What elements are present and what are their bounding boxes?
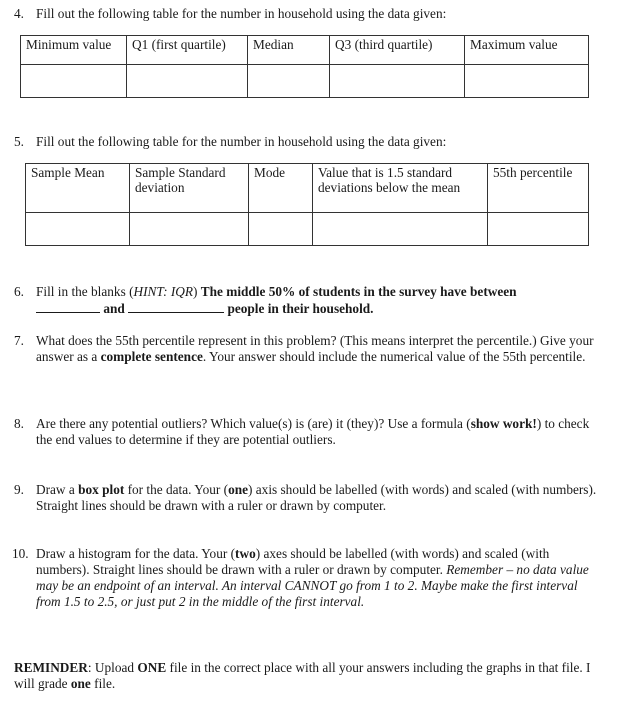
question-9 [14,482,599,514]
question-number: 6. [14,284,24,299]
table-header-cell: Value that is 1.5 standard deviations below the mean [313,164,488,213]
hint-text: HINT: IQR [133,284,193,299]
prompt-bold-text: two [235,546,256,561]
question-prompt [36,284,599,317]
question-number: 8. [14,416,24,431]
table-header-cell: Sample Mean [26,164,130,213]
question-prompt [36,546,599,610]
question-10 [12,546,599,610]
reminder-bold-text: ONE [137,660,167,675]
question-prompt [36,482,599,514]
q4-table [20,35,589,98]
answer-cell[interactable] [249,213,313,246]
question-number: 4. [14,6,24,21]
prompt-bold-text: complete sentence [100,349,203,364]
prompt-bold-text: show work! [470,416,537,431]
table-header-row [26,164,589,213]
answer-cell[interactable] [488,213,589,246]
table-header-cell: Sample Standard deviation [130,164,249,213]
table-header-cell: Q1 (first quartile) [127,36,248,65]
reminder-note [14,660,599,692]
question-prompt: Fill out the following table for the number in household using the data given: [36,6,447,21]
reminder-label: REMINDER [14,660,88,675]
question-6 [14,284,599,317]
prompt-italic-text: Remember – no data value may be an endpoint of an interval. An interval CANNOT go from 1 to 2. Maybe make the first interval from 1.5 to 2.5, or just put 2 in the middle of the first interval. [36,562,589,609]
fill-in-blank-1[interactable] [36,300,100,313]
prompt-text: Are there any potential outliers? Which value(s) is (are) it (they)? Use a formula ( [36,416,471,431]
prompt-bold-text: people in their household. [227,301,374,316]
answer-cell[interactable] [127,65,248,98]
table-header-cell: Maximum value [465,36,589,65]
table-header-cell: 55th percentile [488,164,589,213]
prompt-bold-text: and [103,301,125,316]
prompt-bold-text: one [228,482,249,497]
prompt-text: for the data. Your ( [124,482,229,497]
answer-cell[interactable] [248,65,330,98]
table-header-row [21,36,589,65]
prompt-text: ) [192,284,201,299]
prompt-bold-text: box plot [78,482,125,497]
prompt-bold-text: The middle 50% of students in the survey have between [200,284,517,299]
question-8 [14,416,599,448]
question-5 [14,134,599,150]
reminder-bold-text: one [70,676,91,691]
question-prompt: Fill out the following table for the number in household using the data given: [36,134,447,149]
prompt-text: ) axis should be labelled (with words) and scaled (with numbers). Straight lines should be drawn with a ruler or drawn by computer. [36,482,597,513]
reminder-text: file in the correct place with all your answers including the graphs in that file. I will grade [14,660,591,691]
question-prompt [36,333,599,365]
prompt-text: Draw a [36,482,79,497]
answer-cell[interactable] [313,213,488,246]
prompt-text: Fill in the blanks ( [36,284,134,299]
table-answer-row [21,65,589,98]
fill-in-blank-2[interactable] [128,300,224,313]
table-header-cell: Median [248,36,330,65]
answer-cell[interactable] [21,65,127,98]
prompt-text: ) to check the end values to determine if they are potential outliers. [36,416,590,447]
prompt-text: What does the 55th percentile represent in this problem? (This means interpret the percentile.) Give your answer as a [36,333,594,364]
question-number: 9. [14,482,24,497]
prompt-text: Draw a histogram for the data. Your ( [36,546,236,561]
q5-table [25,163,589,246]
answer-cell[interactable] [330,65,465,98]
answer-cell[interactable] [465,65,589,98]
table-answer-row [26,213,589,246]
prompt-text: ) axes should be labelled (with words) and scaled (with numbers). Straight lines should be drawn with a ruler or drawn by computer. [36,546,550,577]
question-number: 5. [14,134,24,149]
answer-cell[interactable] [130,213,249,246]
question-4 [14,6,599,22]
question-prompt [36,416,599,448]
table-header-cell: Mode [249,164,313,213]
reminder-text: : Upload [87,660,138,675]
table-header-cell: Q3 (third quartile) [330,36,465,65]
reminder-text: file. [90,676,116,691]
question-number: 10. [12,546,29,561]
question-7 [14,333,599,365]
question-number: 7. [14,333,24,348]
answer-cell[interactable] [26,213,130,246]
prompt-text: . Your answer should include the numerical value of the 55th percentile. [202,349,586,364]
table-header-cell: Minimum value [21,36,127,65]
